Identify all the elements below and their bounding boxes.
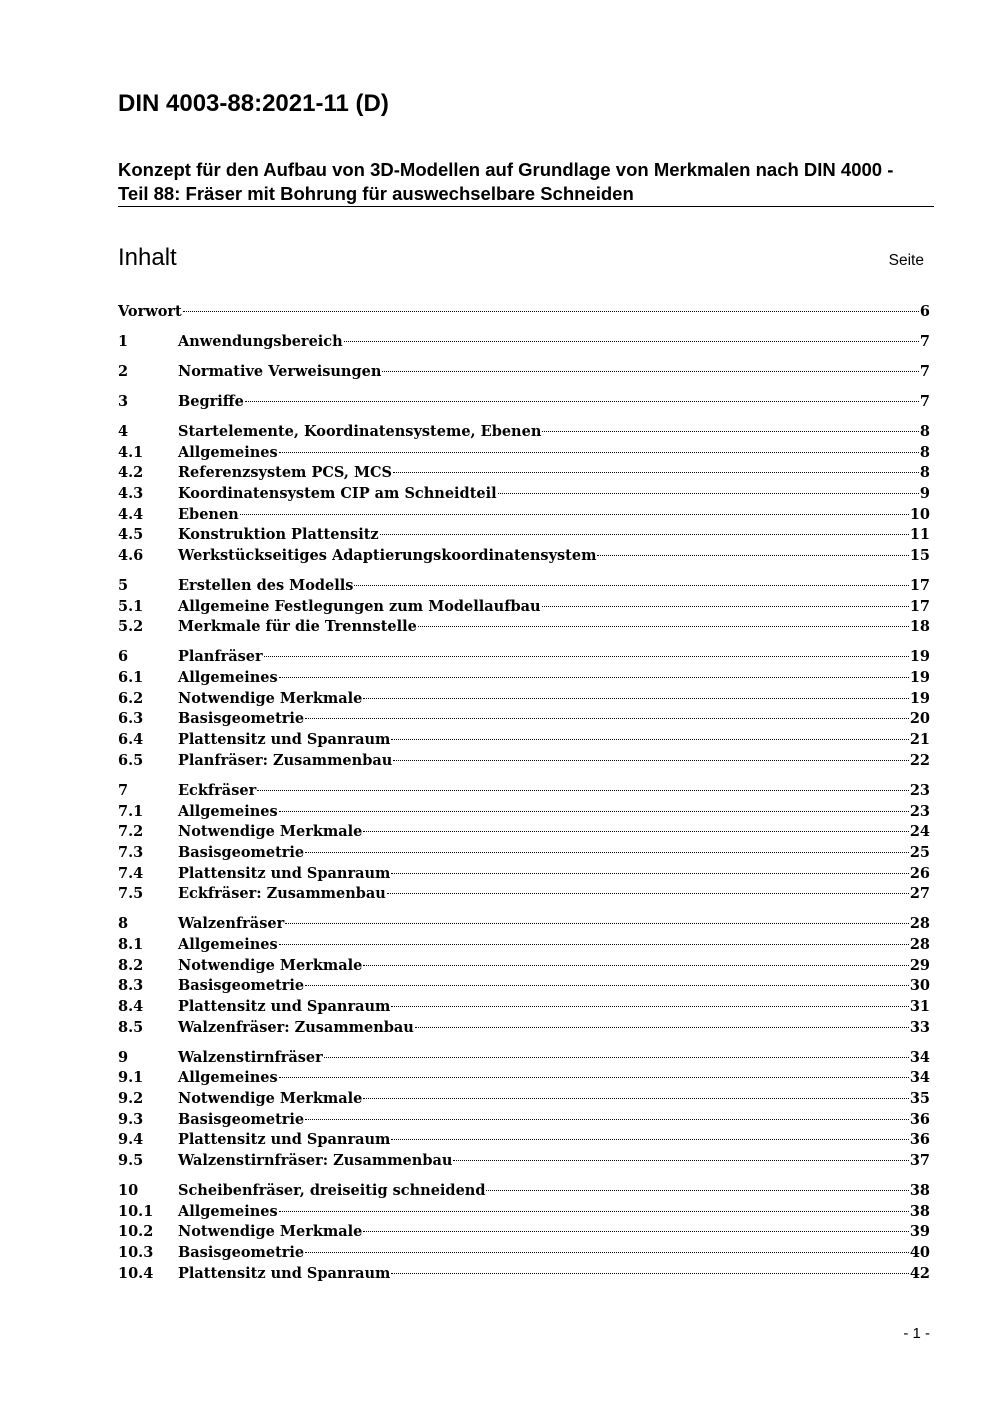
- toc-dot-leader: [264, 656, 909, 657]
- toc-entry[interactable]: [118, 914, 930, 935]
- toc-entry[interactable]: [118, 1018, 930, 1039]
- toc-dot-leader: [285, 923, 909, 924]
- toc-entry-page: 7: [919, 392, 930, 410]
- toc-dot-leader: [305, 985, 909, 986]
- toc-entry-number: 6.5: [118, 751, 144, 769]
- toc-entry-title: Basisgeometrie: [178, 1244, 305, 1262]
- toc-dot-leader: [363, 965, 908, 966]
- toc-entry[interactable]: [118, 525, 930, 546]
- toc-entry-page: 36: [909, 1131, 930, 1149]
- toc-entry[interactable]: [118, 617, 930, 638]
- toc-entry-number: 4.5: [118, 526, 144, 544]
- toc-entry-number: 10.3: [118, 1244, 154, 1262]
- toc-dot-leader: [324, 1057, 909, 1058]
- toc-entry[interactable]: [118, 332, 930, 353]
- toc-dot-leader: [363, 831, 908, 832]
- toc-entry[interactable]: [118, 1110, 930, 1131]
- toc-entry-page: 19: [909, 689, 930, 707]
- toc-entry-title: Basisgeometrie: [178, 977, 305, 995]
- toc-dot-leader: [354, 585, 908, 586]
- toc-dot-leader: [279, 1211, 909, 1212]
- toc-entry[interactable]: [118, 1068, 930, 1089]
- toc-entry[interactable]: [118, 1222, 930, 1243]
- toc-entry-number: 6.4: [118, 731, 144, 749]
- toc-entry-page: 10: [909, 505, 930, 523]
- toc-entry-page: 26: [909, 864, 930, 882]
- toc-entry-title: Allgemeine Festlegungen zum Modellaufbau: [178, 597, 541, 615]
- toc-entry-title: Konstruktion Plattensitz: [178, 526, 379, 544]
- toc-entry-page: 28: [909, 935, 930, 953]
- toc-entry[interactable]: [118, 843, 930, 864]
- toc-entry-title: Walzenstirnfräser: [178, 1048, 323, 1066]
- toc-entry-title: Allgemeines: [178, 1202, 278, 1220]
- toc-entry[interactable]: [118, 443, 930, 464]
- toc-entry-title: Notwendige Merkmale: [178, 1223, 363, 1241]
- document-title: Konzept für den Aufbau von 3D-Modellen auf Grundlage von Merkmalen nach DIN 4000 - Teil 88: Fräser mit Bohrung für auswechselbare Schneiden: [118, 159, 894, 204]
- toc-dot-leader: [486, 1190, 908, 1191]
- toc-entry-page: 19: [909, 669, 930, 687]
- toc-entry-page: 8: [919, 443, 930, 461]
- toc-entry-title: Walzenfräser: Zusammenbau: [178, 1018, 414, 1036]
- toc-entry-page: 38: [909, 1202, 930, 1220]
- toc-entry[interactable]: [118, 422, 930, 443]
- toc-entry-number: 4.4: [118, 505, 144, 523]
- toc-dot-leader: [305, 718, 909, 719]
- toc-entry-page: 33: [909, 1018, 930, 1036]
- toc-entry-number: 4.1: [118, 443, 144, 461]
- toc-dot-leader: [183, 311, 919, 312]
- table-of-contents: [118, 302, 930, 1285]
- toc-entry-title: Vorwort: [118, 303, 182, 320]
- toc-entry-number: 2: [118, 362, 129, 380]
- toc-dot-leader: [542, 431, 919, 432]
- toc-entry-number: 7.4: [118, 864, 144, 882]
- toc-dot-leader: [415, 1027, 909, 1028]
- toc-dot-leader: [418, 626, 909, 627]
- toc-entry-title: Startelemente, Koordinatensysteme, Ebenen: [178, 422, 542, 440]
- toc-entry[interactable]: [118, 884, 930, 905]
- toc-entry-page: 28: [909, 915, 930, 933]
- toc-entry-number: 10.2: [118, 1223, 154, 1241]
- toc-entry-title: Allgemeines: [178, 443, 278, 461]
- toc-entry-number: 6: [118, 648, 129, 666]
- toc-dot-leader: [391, 873, 908, 874]
- toc-entry-title: Plattensitz und Spanraum: [178, 731, 391, 749]
- toc-entry-title: Scheibenfräser, dreiseitig schneidend: [178, 1182, 486, 1200]
- page-number: - 1 -: [903, 1325, 930, 1342]
- toc-entry-number: 5.1: [118, 597, 144, 615]
- toc-entry-page: 38: [909, 1182, 930, 1200]
- toc-dot-leader: [305, 1119, 909, 1120]
- toc-entry[interactable]: [118, 1181, 930, 1202]
- toc-entry-page: 34: [909, 1048, 930, 1066]
- toc-dot-leader: [393, 472, 919, 473]
- toc-entry[interactable]: [118, 597, 930, 618]
- toc-entry[interactable]: [118, 730, 930, 751]
- toc-entry-title: Werkstückseitiges Adaptierungskoordinatensystem: [178, 547, 597, 565]
- toc-entry-title: Allgemeines: [178, 669, 278, 687]
- toc-entry[interactable]: [118, 576, 930, 597]
- toc-entry-title: Allgemeines: [178, 935, 278, 953]
- toc-entry[interactable]: [118, 1089, 930, 1110]
- toc-entry-number: 4.6: [118, 547, 144, 565]
- toc-entry-number: 10.1: [118, 1202, 154, 1220]
- toc-entry-number: 10.4: [118, 1264, 154, 1282]
- toc-entry-number: 6.3: [118, 710, 144, 728]
- toc-entry-title: Erstellen des Modells: [178, 577, 354, 595]
- toc-dot-leader: [382, 371, 919, 372]
- toc-dot-leader: [240, 514, 909, 515]
- toc-entry[interactable]: [118, 1151, 930, 1172]
- toc-entry-title: Notwendige Merkmale: [178, 956, 363, 974]
- toc-dot-leader: [498, 493, 919, 494]
- toc-entry[interactable]: [118, 463, 930, 484]
- toc-entry-title: Normative Verweisungen: [178, 362, 382, 380]
- toc-entry[interactable]: [118, 822, 930, 843]
- toc-entry-page: 20: [909, 710, 930, 728]
- toc-heading: Inhalt: [118, 244, 177, 271]
- toc-entry-number: 9.5: [118, 1152, 144, 1170]
- toc-entry[interactable]: [118, 802, 930, 823]
- toc-dot-leader: [245, 401, 919, 402]
- toc-entry[interactable]: [118, 668, 930, 689]
- toc-entry-page: 17: [909, 597, 930, 615]
- toc-dot-leader: [453, 1160, 908, 1161]
- toc-dot-leader: [363, 1231, 908, 1232]
- toc-entry-title: Allgemeines: [178, 802, 278, 820]
- toc-entry-number: 9: [118, 1048, 129, 1066]
- toc-entry-page: 37: [909, 1152, 930, 1170]
- toc-entry-number: 8.4: [118, 998, 144, 1015]
- toc-entry-page: 27: [909, 885, 930, 903]
- toc-entry[interactable]: [118, 1202, 930, 1223]
- toc-entry-page: 9: [919, 485, 930, 502]
- toc-entry-title: Koordinatensystem CIP am Schneidteil: [178, 485, 497, 502]
- toc-entry-number: 8.1: [118, 935, 144, 953]
- toc-entry-page: 19: [909, 648, 930, 666]
- toc-dot-leader: [363, 1098, 908, 1099]
- toc-entry-page: 35: [909, 1090, 930, 1108]
- toc-entry[interactable]: [118, 864, 930, 885]
- toc-entry-page: 42: [909, 1264, 930, 1282]
- toc-entry-page: 31: [909, 998, 930, 1015]
- toc-dot-leader: [391, 1006, 908, 1007]
- toc-entry-title: Notwendige Merkmale: [178, 689, 363, 707]
- toc-dot-leader: [279, 811, 909, 812]
- toc-entry[interactable]: [118, 751, 930, 772]
- page-column-label: Seite: [888, 252, 924, 269]
- toc-entry-page: 24: [909, 823, 930, 841]
- toc-entry[interactable]: [118, 935, 930, 956]
- toc-entry-number: 7.2: [118, 823, 144, 841]
- toc-entry-page: 17: [909, 577, 930, 595]
- toc-entry-number: 4.3: [118, 485, 144, 502]
- toc-entry-title: Basisgeometrie: [178, 710, 305, 728]
- toc-entry-page: 6: [919, 303, 930, 320]
- toc-dot-leader: [344, 341, 919, 342]
- toc-entry-title: Referenzsystem PCS, MCS: [178, 464, 393, 482]
- toc-entry-number: 3: [118, 392, 129, 410]
- toc-entry[interactable]: [118, 709, 930, 730]
- toc-entry-title: Walzenfräser: [178, 915, 285, 933]
- toc-dot-leader: [305, 1252, 909, 1253]
- toc-entry-number: 9.4: [118, 1131, 144, 1149]
- toc-entry[interactable]: [118, 1130, 930, 1151]
- toc-entry[interactable]: [118, 781, 930, 802]
- toc-entry-title: Begriffe: [178, 392, 244, 410]
- toc-entry-title: Plattensitz und Spanraum: [178, 1131, 391, 1149]
- toc-entry-number: 1: [118, 332, 129, 350]
- toc-entry-page: 40: [909, 1244, 930, 1262]
- toc-entry-number: 7.3: [118, 843, 144, 861]
- toc-entry[interactable]: [118, 997, 930, 1018]
- document-id: DIN 4003-88:2021-11 (D): [118, 90, 389, 117]
- toc-entry[interactable]: [118, 1264, 930, 1285]
- toc-entry[interactable]: [118, 1243, 930, 1264]
- toc-dot-leader: [387, 893, 909, 894]
- toc-entry-number: 9.1: [118, 1069, 144, 1087]
- toc-entry[interactable]: [118, 362, 930, 383]
- toc-dot-leader: [363, 698, 908, 699]
- toc-entry-title: Notwendige Merkmale: [178, 823, 363, 841]
- toc-entry-title: Eckfräser: [178, 781, 257, 799]
- toc-entry-title: Planfräser: Zusammenbau: [178, 751, 393, 769]
- toc-entry-number: 4.2: [118, 464, 144, 482]
- toc-entry-number: 5: [118, 577, 129, 595]
- toc-entry[interactable]: [118, 1048, 930, 1069]
- toc-entry-page: 7: [919, 362, 930, 380]
- toc-entry-page: 7: [919, 332, 930, 350]
- toc-entry-number: 7.1: [118, 802, 144, 820]
- toc-entry[interactable]: [118, 976, 930, 997]
- toc-entry-number: 7: [118, 781, 129, 799]
- toc-entry[interactable]: [118, 689, 930, 710]
- toc-entry-number: 4: [118, 422, 129, 440]
- toc-dot-leader: [257, 790, 909, 791]
- toc-entry[interactable]: [118, 956, 930, 977]
- toc-entry-title: Allgemeines: [178, 1069, 278, 1087]
- toc-entry-number: 5.2: [118, 618, 144, 636]
- toc-entry-title: Ebenen: [178, 505, 239, 523]
- toc-entry-number: 7.5: [118, 885, 144, 903]
- toc-entry-title: Basisgeometrie: [178, 843, 305, 861]
- toc-entry[interactable]: [118, 647, 930, 668]
- title-divider: [118, 206, 934, 207]
- toc-entry-page: 36: [909, 1110, 930, 1128]
- toc-entry-number: 9.2: [118, 1090, 144, 1108]
- toc-entry-title: Merkmale für die Trennstelle: [178, 618, 417, 636]
- toc-entry-number: 10: [118, 1182, 139, 1200]
- toc-dot-leader: [279, 452, 919, 453]
- toc-dot-leader: [391, 1139, 908, 1140]
- toc-entry-title: Plattensitz und Spanraum: [178, 864, 391, 882]
- toc-entry-number: 8.5: [118, 1018, 144, 1036]
- toc-dot-leader: [391, 1273, 908, 1274]
- toc-dot-leader: [305, 852, 909, 853]
- toc-entry-page: 8: [919, 464, 930, 482]
- toc-entry-page: 8: [919, 422, 930, 440]
- toc-entry-title: Notwendige Merkmale: [178, 1090, 363, 1108]
- toc-entry-page: 23: [909, 781, 930, 799]
- toc-entry-title: Plattensitz und Spanraum: [178, 1264, 391, 1282]
- toc-entry-page: 11: [909, 526, 930, 544]
- toc-entry-number: 9.3: [118, 1110, 144, 1128]
- toc-entry-page: 29: [909, 956, 930, 974]
- toc-dot-leader: [542, 606, 909, 607]
- toc-dot-leader: [380, 534, 909, 535]
- toc-entry-number: 8: [118, 915, 129, 933]
- toc-entry-number: 6.1: [118, 669, 144, 687]
- toc-entry-page: 18: [909, 618, 930, 636]
- toc-entry-title: Walzenstirnfräser: Zusammenbau: [178, 1152, 453, 1170]
- toc-entry[interactable]: [118, 302, 930, 323]
- toc-entry-number: 8.2: [118, 956, 144, 974]
- toc-dot-leader: [597, 555, 908, 556]
- toc-entry-page: 23: [909, 802, 930, 820]
- toc-dot-leader: [391, 739, 908, 740]
- toc-entry-title: Plattensitz und Spanraum: [178, 998, 391, 1015]
- toc-entry-page: 30: [909, 977, 930, 995]
- toc-entry-title: Planfräser: [178, 648, 263, 666]
- toc-entry-title: Eckfräser: Zusammenbau: [178, 885, 386, 903]
- toc-entry[interactable]: [118, 392, 930, 413]
- toc-entry-page: 25: [909, 843, 930, 861]
- toc-entry-page: 15: [909, 547, 930, 565]
- toc-entry-page: 39: [909, 1223, 930, 1241]
- toc-entry-number: 8.3: [118, 977, 144, 995]
- toc-dot-leader: [279, 1077, 909, 1078]
- toc-entry-title: Basisgeometrie: [178, 1110, 305, 1128]
- toc-entry[interactable]: [118, 546, 930, 567]
- toc-entry-page: 21: [909, 731, 930, 749]
- toc-dot-leader: [279, 944, 909, 945]
- toc-entry-page: 34: [909, 1069, 930, 1087]
- toc-entry[interactable]: [118, 484, 930, 505]
- toc-entry[interactable]: [118, 505, 930, 526]
- toc-dot-leader: [393, 760, 909, 761]
- toc-entry-title: Anwendungsbereich: [178, 332, 343, 350]
- toc-dot-leader: [279, 677, 909, 678]
- toc-entry-page: 22: [909, 751, 930, 769]
- toc-entry-number: 6.2: [118, 689, 144, 707]
